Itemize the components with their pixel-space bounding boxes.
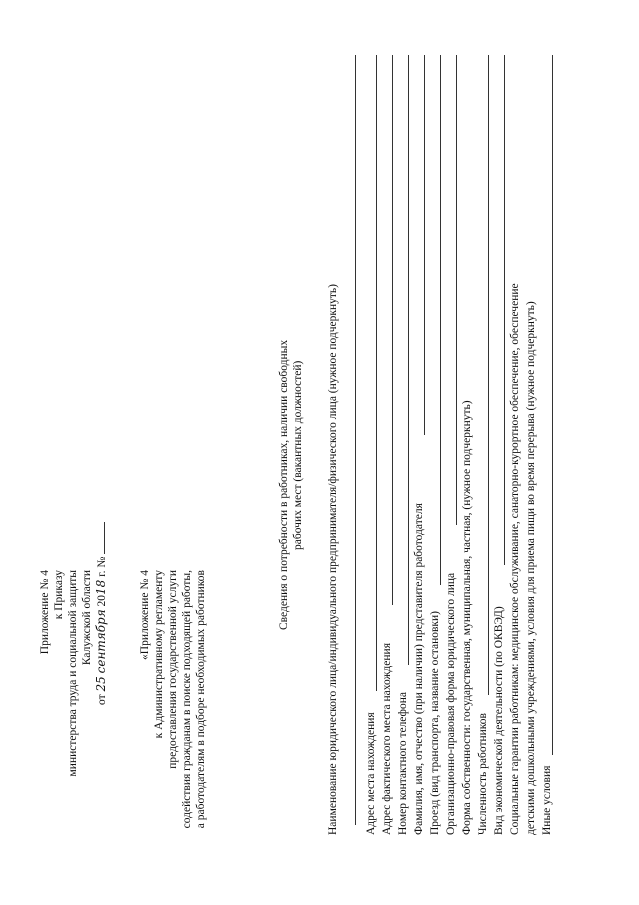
field-legal-form-label: Организационно-правовая форма юридического лица: [445, 572, 457, 835]
date-suffix: г. №: [96, 556, 108, 577]
field-other-conditions-line: [552, 55, 553, 755]
field-social-guarantees-line-2: детскими дошкольными учреждениями, условия для приема пищи во время перерыва (нужное подчеркнуть): [525, 301, 537, 835]
field-phone-label: Номер контактного телефона: [397, 691, 409, 835]
field-employer-rep-line: [424, 55, 425, 435]
order-number-blank: [94, 522, 105, 554]
date-year: 20: [96, 594, 108, 607]
field-address-line: [376, 55, 377, 691]
field-ownership-label: Форма собственности: государственная, муниципальная, частная, (нужное подчеркнуть): [461, 400, 473, 835]
field-name-label: Наименование юридического лица/индивидуального предпринимателя/физического лица (нужное подчеркнуть): [327, 283, 339, 835]
field-headcount-line: [488, 55, 489, 695]
field-transport-label: Проезд (вид транспорта, название остановки): [429, 611, 441, 835]
reglament-line-2: к Административному регламенту: [153, 570, 165, 739]
field-actual-address-line: [392, 55, 393, 605]
field-okved-line: [504, 55, 505, 565]
field-headcount-label: Численность работников: [477, 713, 489, 835]
date-day-handwritten: 25: [94, 676, 108, 692]
date-month-handwritten: сентября: [94, 609, 108, 674]
appendix-date-line: [94, 522, 109, 705]
field-address-label: Адрес места нахождения: [365, 712, 377, 835]
field-actual-address-label: Адрес фактического места нахождения: [381, 643, 393, 835]
appendix-ministry: министерства труда и социальной защиты: [67, 570, 79, 777]
appendix-region: Калужской области: [81, 570, 93, 666]
heading-line-2: рабочих мест (вакантных должностей): [292, 360, 304, 550]
reglament-line-3: предоставления государственной услуги: [167, 570, 179, 769]
reglament-title: «Приложение № 4: [139, 570, 151, 660]
field-name-line: [355, 55, 356, 825]
field-transport-line: [440, 55, 441, 585]
date-prefix: от: [96, 694, 108, 705]
reglament-line-4: содействия гражданам в поиске подходящей работы,: [181, 570, 193, 829]
field-okved-label: Вид экономической деятельности (по ОКВЭД): [493, 606, 505, 835]
date-year-handwritten: 18: [94, 579, 108, 595]
field-legal-form-line: [456, 55, 457, 525]
field-other-conditions-label: Иные условия: [541, 765, 553, 835]
field-employer-rep-label: Фамилия, имя, отчество (при наличии) представителя работодателя: [413, 503, 425, 835]
appendix-order-ref: к Приказу: [53, 570, 65, 620]
reglament-line-5: а работодателям в подборе необходимых работников: [195, 570, 207, 829]
field-social-guarantees-line-1: Социальные гарантии работникам: медицинское обслуживание, санаторно-курортное обеспечение, обеспечение: [509, 283, 521, 835]
heading-line-1: Сведения о потребности в работниках, наличии свободных: [278, 339, 290, 630]
field-phone-line: [408, 55, 409, 665]
appendix-title: Приложение № 4: [39, 570, 51, 655]
